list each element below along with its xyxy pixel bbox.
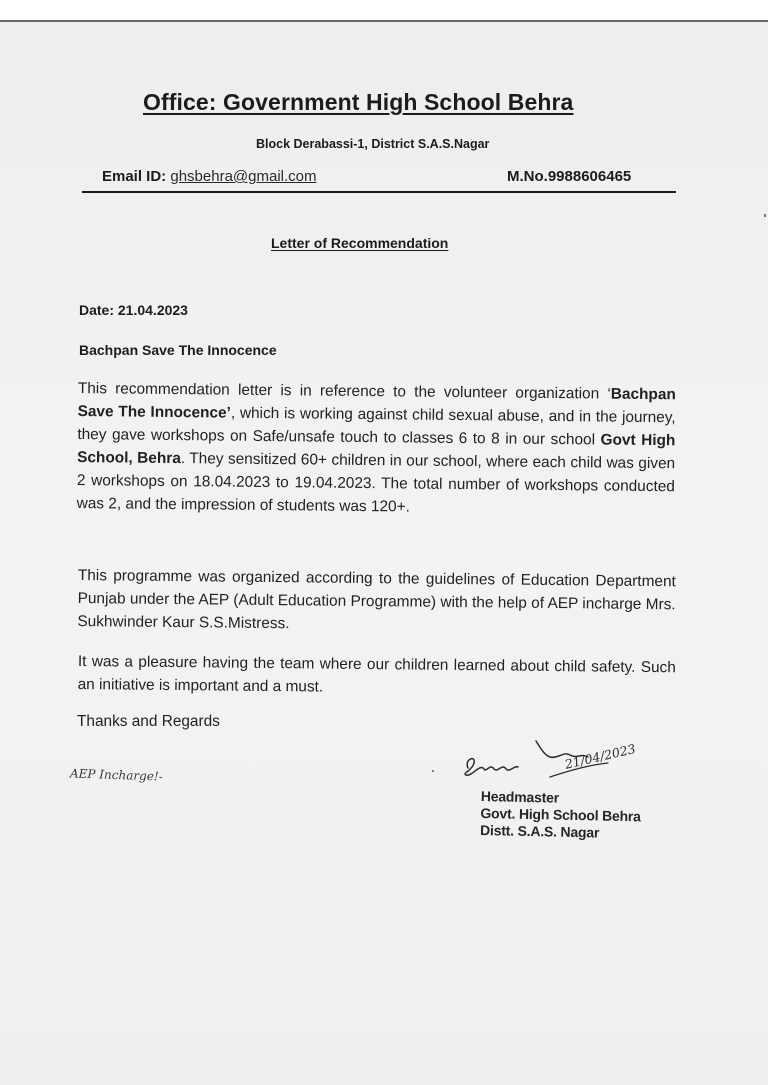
header-divider [82, 191, 676, 193]
stamp-line-1: Headmaster [480, 788, 560, 806]
paragraph-3: It was a pleasure having the team where our children learned about child safety. Such an initiative is important and a must. [77, 652, 676, 696]
p1-text-1: This recommendation letter is in reference to the volunteer organization ‘ [77, 379, 611, 403]
paragraph-2: This programme was organized according to the guidelines of Education Department Punjab under the AEP (Adult Education Programme) with the help of AEP incharge Mrs. Sukhwinder Kaur S.S.Mistress. [77, 566, 676, 633]
office-title: Office: Government High School Behra [143, 89, 574, 115]
ink-dot [432, 770, 434, 772]
block-district-line: Block Derabassi-1, District S.A.S.Nagar [256, 137, 490, 151]
closing-line: Thanks and Regards [77, 713, 220, 730]
headmaster-stamp [480, 788, 641, 842]
letter-date: Date: 21.04.2023 [79, 302, 188, 318]
paragraph-1 [77, 377, 676, 521]
scan-speck [764, 214, 766, 217]
stamp-line-2: Govt. High School Behra [480, 804, 641, 825]
letter-heading: Letter of Recommendation [271, 235, 449, 251]
email-link[interactable]: ghsbehra@gmail.com [170, 168, 317, 185]
scan-top-edge [0, 0, 768, 22]
stamp-line-3: Distt. S.A.S. Nagar [479, 821, 600, 841]
letter-subject: Bachpan Save The Innocence [79, 342, 277, 358]
p1-text-3: . They sensitized 60+ children in our school, where each child was given 2 workshops on 18.04.2023 to 19.04.2023. The total number of workshops conducted was 2, and the impression of students was 120+. [76, 450, 676, 516]
aep-incharge-handwritten-note: AEP Incharge!- [69, 766, 164, 784]
p1-text-2: , which is working against child sexual abuse, and in the journey, they gave workshops on Safe/unsafe touch to classes 6 to 8 in our school [77, 404, 676, 449]
signature-date: 21/04/2023 [563, 740, 637, 772]
p1-school-name: Govt High School, Behra [77, 431, 676, 468]
mobile-number: M.No.9988606465 [507, 168, 632, 185]
p1-org-name: Bachpan Save The Innocence’ [77, 385, 676, 422]
email-row [102, 168, 317, 185]
email-label: Email ID: [102, 168, 171, 185]
